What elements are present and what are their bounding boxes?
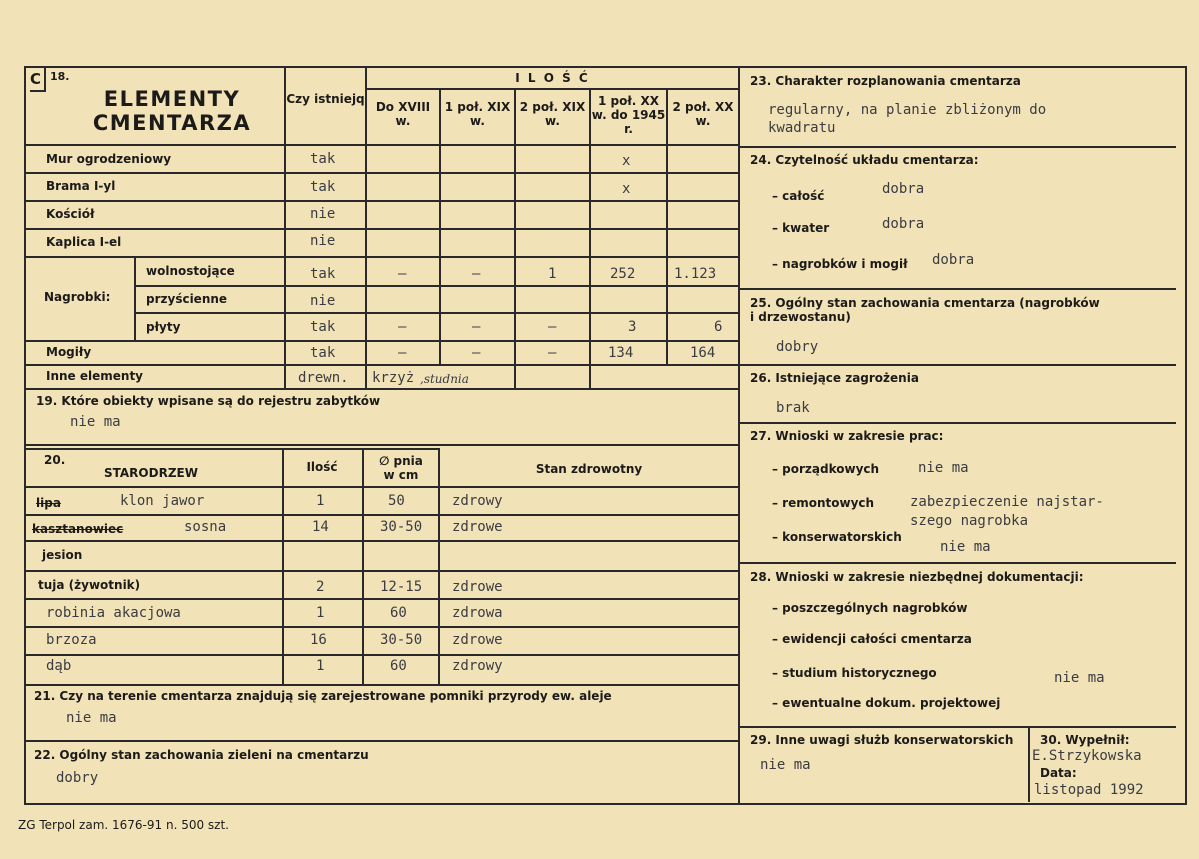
print-footer: ZG Terpol zam. 1676-91 n. 500 szt. [18,818,229,832]
s25-label-line2: i drzewostanu) [750,310,851,324]
row-line [26,626,738,628]
s27-rem-label: – remontowych [772,496,875,510]
s28-item-4: – ewentualne dokum. projektowej [772,696,1001,710]
s30-divider [1028,726,1030,802]
center-divider [738,68,740,805]
tree-count: 1 [316,493,325,509]
mogily-p3: – [548,345,557,361]
przysc-exists: nie [310,293,336,309]
s27-porz-value: nie ma [918,460,969,476]
diameter-symbol: ∅ pnia [379,454,423,468]
period-5: 2 poł. XX w. [672,100,734,128]
s27-rem-value-line2: szego nagrobka [910,513,1029,529]
row-line [740,364,1176,366]
row-line [740,146,1176,148]
s27-kons-value: nie ma [940,539,991,555]
tree-diameter: 30-50 [380,632,423,648]
row-line [26,228,738,230]
s26-label: 26. Istniejące zagrożenia [750,371,919,385]
mogily-p2: – [472,345,481,361]
row-line [26,340,738,342]
tree-count: 14 [312,519,329,535]
row-line [134,285,738,287]
tree-typed-name: dąb [46,658,72,674]
row-line [26,256,738,258]
plyty-p5: 6 [714,319,723,335]
row-line [26,514,738,516]
title-line1: ELEMENTY [103,87,241,111]
mur-exists: tak [310,151,336,167]
s21-label: 21. Czy na terenie cmentarza znajdują się zarejestrowane pomniki przyrody ew. aleje [34,689,612,703]
row-line [26,172,738,174]
trees-col-count-left [282,448,284,686]
tree-diameter: 12-15 [380,579,423,595]
s24-calosc-value: dobra [882,181,925,197]
s21-value: nie ma [66,710,117,726]
s24-kwater-value: dobra [882,216,925,232]
s28-item-2: – ewidencji całości cmentarza [772,632,972,646]
tree-printed-name: lipa [36,496,61,510]
tree-state: zdrowy [452,658,503,674]
exists-header: Czy istniejq [286,92,365,106]
s24-nagrobkow-value: dobra [932,252,975,268]
s24-label: 24. Czytelność układu cmentarza: [750,153,979,167]
row-label-plyty: płyty [146,320,181,334]
row-line [740,422,1176,424]
row-line [26,540,738,542]
row-line [26,684,738,686]
wolno-p5: 1.123 [674,266,717,282]
row-line [26,364,738,366]
s29-label: 29. Inne uwagi służb konserwatorskich [750,733,1014,747]
tree-count: 2 [316,579,325,595]
period-3: 2 poł. XIX w. [519,100,586,128]
row-line [26,486,738,488]
row-line [740,288,1176,290]
s30-date-label: Data: [1040,766,1077,780]
s28-item-3: – studium historycznego [772,666,937,680]
row-label-przyscienne: przyścienne [146,292,228,306]
kosciol-exists: nie [310,206,336,222]
mogily-p5: 164 [690,345,716,361]
s30-label: 30. Wypełnił: [1040,733,1130,747]
s30-date: listopad 1992 [1034,782,1144,798]
mogily-p1: – [398,345,407,361]
wolno-p4: 252 [610,266,636,282]
tree-diameter: 30-50 [380,519,423,535]
brama-exists: tak [310,179,336,195]
wolno-exists: tak [310,266,336,282]
trees-header-count: Ilość [306,460,338,474]
tree-typed-name: robinia akacjowa [46,605,181,621]
s27-porz-label: – porządkowych [772,462,880,476]
tree-state: zdrowe [452,519,503,535]
inne-exists: drewn. [298,370,349,386]
tree-count: 1 [316,658,325,674]
row-label-mur: Mur ogrodzeniowy [46,152,172,166]
trees-header-diam [364,454,438,482]
s24-nagrobkow-label: – nagrobków i mogił [772,257,908,271]
nagrobki-divider [134,256,136,340]
tree-printed-name: jesion [42,548,83,562]
ilosc-underline [367,88,738,90]
col-p3-left [514,90,516,388]
s26-value: brak [776,400,810,416]
trees-col-diam-left [362,448,364,686]
row-label-nagrobki: Nagrobki: [44,290,111,304]
s30-name: E.Strzykowska [1032,748,1142,764]
period-1: Do XVIII w. [375,100,431,128]
s25-value: dobry [776,339,819,355]
wolno-p2: – [472,266,481,282]
plyty-exists: tak [310,319,336,335]
diameter-unit: w cm [383,468,419,482]
row-label-inne: Inne elementy [46,369,144,383]
plyty-p2: – [472,319,481,335]
kaplica-exists: nie [310,233,336,249]
plyty-p1: – [398,319,407,335]
row-line [740,726,1176,728]
tree-count: 16 [310,632,327,648]
s23-label: 23. Charakter rozplanowania cmentarza [750,74,1021,88]
tree-state: zdrowa [452,605,503,621]
s19-label: 19. Które obiekty wpisane są do rejestru zabytków [36,394,381,408]
period-4: 1 poł. XX w. do 1945 r. [591,94,666,136]
row-label-kosciol: Kościół [46,207,95,221]
period-2: 1 poł. XIX w. [444,100,511,128]
s22-label: 22. Ogólny stan zachowania zieleni na cmentarzu [34,748,369,762]
trees-col-state-left [438,448,440,686]
tree-typed-name: brzoza [46,632,97,648]
row-label-kaplica: Kaplica I-el [46,235,122,249]
row-line [26,570,738,572]
row-line [26,444,738,446]
tree-printed-name: kasztanowiec [32,522,124,536]
row-line [26,388,738,390]
title-line2: CMENTARZA [92,111,252,135]
tree-diameter: 60 [390,658,407,674]
tree-diameter: 60 [390,605,407,621]
s28-item-1: – poszczególnych nagrobków [772,601,968,615]
tree-typed-name: sosna [184,519,227,535]
trees-header-name: STARODRZEW [104,466,198,480]
row-line [26,200,738,202]
mur-p4: x [622,153,631,169]
s19-value: nie ma [70,414,121,430]
tree-state: zdrowe [452,632,503,648]
inne-note-handwritten: ,studnia [420,372,469,386]
row-label-wolnostojace: wolnostojące [146,264,235,278]
s22-value: dobry [56,770,99,786]
wolno-p3: 1 [548,266,557,282]
row-line [26,740,738,742]
row-line [134,312,738,314]
s23-value-line1: regularny, na planie zbliżonym do [768,102,1047,118]
s29-value: nie ma [760,757,811,773]
row-line [740,562,1176,564]
tree-state: zdrowe [452,579,503,595]
tree-state: zdrowy [452,493,503,509]
row-line [26,448,440,450]
section-mark: C [30,68,46,92]
tree-printed-name: tuja (żywotnik) [38,578,141,592]
s25-label-line1: 25. Ogólny stan zachowania cmentarza (nagrobków [750,296,1100,310]
mogily-exists: tak [310,345,336,361]
s27-rem-value-line1: zabezpieczenie najstar- [910,494,1104,510]
s28-label: 28. Wnioski w zakresie niezbędnej dokumentacji: [750,570,1084,584]
s24-calosc-label: – całość [772,189,825,203]
tree-count: 1 [316,605,325,621]
trees-header-state: Stan zdrowotny [535,462,643,476]
row-line [26,598,738,600]
tree-typed-name: klon jawor [120,493,205,509]
s20-number: 20. [44,453,66,467]
brama-p4: x [622,181,631,197]
mogily-p4: 134 [608,345,634,361]
section-18-number: 18. [50,70,70,83]
ilosc-header: I L O Ś Ć [515,71,590,85]
s28-value: nie ma [1054,670,1105,686]
wolno-p1: – [398,266,407,282]
plyty-p3: – [548,319,557,335]
plyty-p4: 3 [628,319,637,335]
tree-diameter: 50 [388,493,405,509]
row-label-mogily: Mogiły [46,345,92,359]
row-line [26,654,738,656]
s24-kwater-label: – kwater [772,221,830,235]
s23-value-line2: kwadratu [768,120,836,136]
row-label-brama: Brama I-yl [46,179,116,193]
inne-note-typed: krzyż [372,370,415,386]
s27-label: 27. Wnioski w zakresie prac: [750,429,944,443]
s27-kons-label: – konserwatorskich [772,530,902,544]
row-line [26,144,738,146]
